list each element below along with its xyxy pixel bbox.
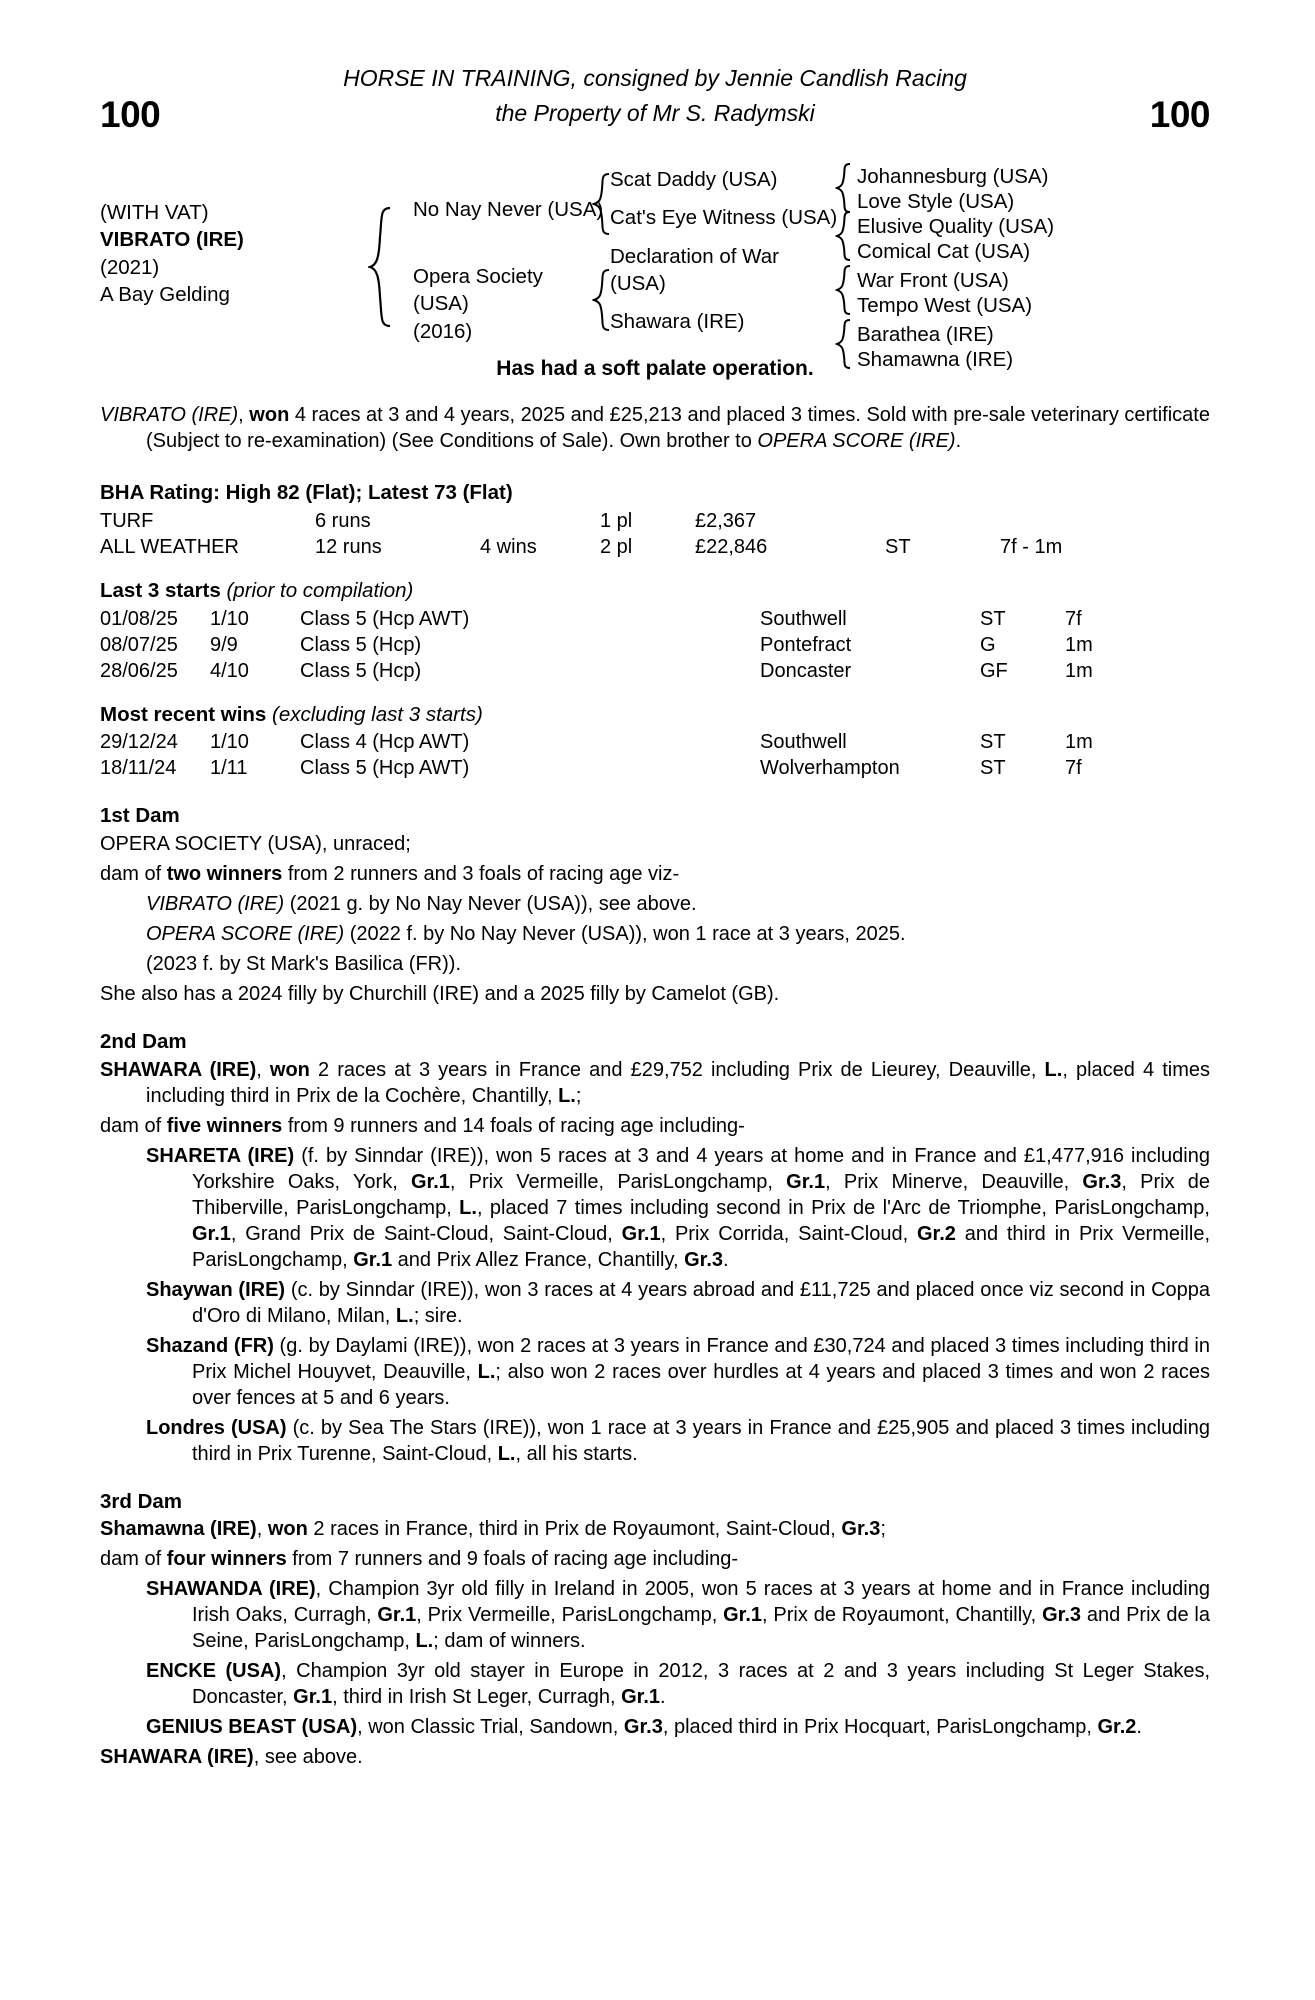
progeny-name: Shazand (FR)	[146, 1334, 274, 1357]
win-class: Class 4 (Hcp AWT)	[300, 731, 470, 754]
vat-note: (WITH VAT)	[100, 201, 209, 224]
last-3-starts-label: Last 3 starts	[100, 578, 221, 602]
summary-won-label: won	[249, 404, 290, 427]
stat-row-turf	[100, 508, 1210, 534]
start-position: 9/9	[210, 633, 238, 656]
veterinary-note: Has had a soft palate operation.	[496, 357, 814, 380]
progeny-name: SHAWARA (IRE)	[100, 1746, 254, 1769]
summary-comma: ,	[238, 404, 250, 427]
progeny-text: (c. by Sinndar (IRE)), won 3 races at 4 years abroad and £11,725 and placed once viz second in Coppa d'Oro di Milano, Milan, L.; sire.	[192, 1278, 1211, 1327]
start-distance: 7f	[1065, 607, 1082, 630]
stat-row-all-weather	[100, 534, 1210, 560]
consignor-line: HORSE IN TRAINING, consigned by Jennie Candlish Racing	[343, 65, 967, 91]
brace-gg1	[835, 163, 853, 213]
win-date: 18/11/24	[100, 757, 177, 780]
horse-year: (2021)	[100, 255, 160, 279]
offspring-text: (2021 g. by No Nay Never (USA)), see above.	[284, 892, 697, 915]
pedigree-subject	[100, 199, 320, 308]
listed-marker: L.	[1044, 1058, 1063, 1081]
start-distance: 1m	[1065, 659, 1093, 682]
start-position: 4/10	[210, 659, 249, 682]
progeny-text: , won Classic Trial, Sandown, Gr.3, placed third in Prix Hocquart, ParisLongchamp, Gr.2.	[357, 1716, 1142, 1739]
stat-wins: 4 wins	[480, 535, 537, 558]
second-dam-summary	[100, 1057, 1210, 1109]
win-position: 1/11	[210, 757, 248, 780]
dam-country: (USA)	[413, 292, 469, 316]
brace-gg2	[835, 211, 853, 261]
sire-dam-name: Cat's Eye Witness (USA)	[610, 206, 838, 229]
start-position: 1/10	[210, 607, 249, 630]
progeny-text: , Champion 3yr old filly in Ireland in 2005, won 5 races at 3 years at home and in France including Irish Oaks, Curragh, Gr.1, Prix Vermeille, ParisLongchamp, Gr.1, Prix de Royaumont, Chantilly, Gr.3 and Prix de la Seine, ParisLongchamp, L.; dam of winners.	[192, 1578, 1210, 1653]
second-dam-intro: 2 races at 3 years in France and £29,752 including Prix de Lieurey, Deauville,	[309, 1058, 1045, 1081]
brace-dam	[592, 269, 612, 331]
dam-sire-country: (USA)	[610, 272, 666, 296]
list-item	[100, 1658, 1210, 1710]
win-course: Southwell	[760, 731, 847, 754]
win-going: ST	[980, 757, 1006, 780]
consignor-heading	[100, 55, 1210, 131]
first-dam-line: OPERA SOCIETY (USA), unraced;	[100, 832, 411, 855]
start-date: 01/08/25	[100, 607, 178, 630]
list-item	[100, 951, 1210, 977]
offspring-name: VIBRATO (IRE)	[146, 892, 285, 915]
progeny-text: , Champion 3yr old stayer in Europe in 2012, 3 races at 2 and 3 years including St Leger Stakes, Doncaster, Gr.1, third in Irish St Leger, Curragh, Gr.1.	[192, 1660, 1211, 1709]
win-class: Class 5 (Hcp AWT)	[300, 757, 470, 780]
stat-label: ALL WEATHER	[100, 535, 239, 558]
start-class: Class 5 (Hcp)	[300, 659, 422, 682]
gg-7: Barathea (IRE)	[857, 323, 994, 346]
damof-count: two winners	[166, 862, 283, 885]
win-distance: 7f	[1065, 757, 1082, 780]
win-distance: 1m	[1065, 731, 1093, 754]
stat-earnings: £22,846	[695, 535, 768, 558]
win-course: Wolverhampton	[760, 757, 900, 780]
third-dam-won: won	[267, 1518, 308, 1541]
third-dam-heading: 3rd Dam	[100, 1489, 183, 1513]
gg-4: Comical Cat (USA)	[857, 240, 1031, 263]
bha-rating-title: BHA Rating: High 82 (Flat); Latest 73 (Flat)	[100, 481, 513, 505]
lot-number-left: 100	[100, 94, 161, 135]
gg-8: Shamawna (IRE)	[857, 348, 1014, 371]
third-dam-name: Shamawna (IRE)	[100, 1518, 257, 1541]
table-row	[100, 729, 1210, 755]
damof-pre: dam of	[100, 1548, 167, 1571]
brace-level1	[368, 207, 394, 327]
start-going: G	[980, 633, 996, 656]
third-dam-damof	[100, 1546, 1210, 1572]
third-dam-summary	[100, 1516, 1210, 1542]
sire-name: No Nay Never (USA)	[413, 198, 604, 221]
stat-places: 1 pl	[600, 509, 633, 532]
recent-wins-note: (excluding last 3 starts)	[266, 702, 483, 726]
stat-distance: 7f - 1m	[1000, 535, 1063, 558]
gg-3: Elusive Quality (USA)	[857, 215, 1055, 238]
start-going: GF	[980, 659, 1008, 682]
damof-pre: dam of	[100, 862, 167, 885]
summary-text2: .	[955, 430, 962, 453]
list-item	[100, 1714, 1210, 1740]
progeny-text: (c. by Sea The Stars (IRE)), won 1 race at 3 years in France and £25,905 and placed 3 times including third in Prix Turenne, Saint-Cloud, L., all his starts.	[192, 1416, 1210, 1465]
progeny-name: Shaywan (IRE)	[146, 1278, 286, 1301]
start-date: 08/07/25	[100, 633, 178, 656]
progeny-text: (g. by Daylami (IRE)), won 2 races at 3 years in France and £30,724 and placed 3 times including third in Prix Michel Houyvet, Deauville, L.; also won 2 races over hurdles at 4 years and placed 3 times and won 2 races over fences at 5 and 6 years.	[192, 1334, 1210, 1409]
recent-wins-title	[100, 702, 1210, 729]
horse-name: VIBRATO (IRE)	[100, 228, 244, 252]
progeny-name: SHARETA (IRE)	[146, 1144, 295, 1167]
progeny-text: (f. by Sinndar (IRE)), won 5 races at 3 and 4 years at home and in France and £1,477,916 including Yorkshire Oaks, York, Gr.1, Prix Vermeille, ParisLongchamp, Gr.1, Prix Minerve, Deauville, Gr.3, Prix de Thiberville, ParisLongchamp, L., placed 7 times including second in Prix de l'Arc de Triomphe, ParisLongchamp, Gr.1, Grand Prix de Saint-Cloud, Saint-Cloud, Gr.1, Prix Corrida, Saint-Cloud, Gr.2 and third in Prix Vermeille, ParisLongchamp, Gr.1 and Prix Allez France, Chantilly, Gr.3.	[192, 1144, 1210, 1271]
start-distance: 1m	[1065, 633, 1093, 656]
win-date: 29/12/24	[100, 731, 178, 754]
table-row	[100, 658, 1210, 684]
start-class: Class 5 (Hcp AWT)	[300, 607, 470, 630]
brace-gg4	[835, 319, 853, 369]
second-dam-intro2: , placed 4 times including third in Prix de la Cochère, Chantilly,	[146, 1058, 1210, 1107]
second-dam-heading: 2nd Dam	[100, 1029, 187, 1053]
win-position: 1/10	[210, 731, 249, 754]
offspring-text: (2022 f. by No Nay Never (USA)), won 1 race at 3 years, 2025.	[344, 922, 906, 945]
start-course: Southwell	[760, 607, 847, 630]
summary-horse-name: VIBRATO (IRE)	[100, 404, 239, 427]
sire-sire-name: Scat Daddy (USA)	[610, 168, 778, 191]
dam-sire-name: Declaration of War	[610, 245, 779, 268]
first-dam-heading: 1st Dam	[100, 804, 180, 828]
win-going: ST	[980, 731, 1006, 754]
listed-marker: L.	[558, 1084, 576, 1107]
gg-5: War Front (USA)	[857, 269, 1009, 292]
table-row	[100, 755, 1210, 781]
first-dam-damof	[100, 861, 1210, 887]
stat-runs: 12 runs	[315, 535, 382, 558]
list-item	[100, 1576, 1210, 1654]
second-dam-name: SHAWARA (IRE)	[100, 1058, 257, 1081]
last-3-starts-note: (prior to compilation)	[220, 578, 414, 602]
second-dam-won: won	[269, 1058, 310, 1081]
stat-label: TURF	[100, 509, 154, 532]
damof-pre: dam of	[100, 1114, 167, 1137]
damof-post: from 9 runners and 14 foals of racing age including-	[282, 1114, 745, 1137]
list-item	[100, 1333, 1210, 1411]
second-dam-intro3: ;	[575, 1084, 582, 1107]
damof-post: from 7 runners and 9 foals of racing age including-	[286, 1548, 739, 1571]
start-course: Pontefract	[760, 633, 852, 656]
dam-sire-block	[610, 243, 779, 298]
list-item	[100, 921, 1210, 947]
dam-dam-name: Shawara (IRE)	[610, 310, 745, 333]
dam-year: (2016)	[413, 319, 473, 343]
third-dam-sep: ,	[256, 1518, 268, 1541]
list-item	[100, 1415, 1210, 1467]
list-item	[100, 891, 1210, 917]
gg-6: Tempo West (USA)	[857, 294, 1033, 317]
damof-count: four winners	[166, 1548, 287, 1571]
summary-paragraph	[100, 402, 1210, 454]
progeny-name: ENCKE (USA)	[146, 1660, 282, 1683]
gg-2: Love Style (USA)	[857, 190, 1015, 213]
second-dam-damof	[100, 1113, 1210, 1139]
gg-1: Johannesburg (USA)	[857, 165, 1049, 188]
recent-wins-label: Most recent wins	[100, 702, 267, 726]
first-dam-closing: She also has a 2024 filly by Churchill (IRE) and a 2025 filly by Camelot (GB).	[100, 982, 780, 1005]
stat-earnings: £2,367	[695, 509, 757, 532]
list-item	[100, 1277, 1210, 1329]
offspring-name: OPERA SCORE (IRE)	[146, 922, 345, 945]
list-item	[100, 1143, 1210, 1273]
summary-relative: OPERA SCORE (IRE)	[757, 430, 956, 453]
horse-description: A Bay Gelding	[100, 282, 230, 306]
second-dam-sep: ,	[256, 1058, 270, 1081]
offspring-text: (2023 f. by St Mark's Basilica (FR)).	[146, 952, 461, 975]
last-3-starts-title	[100, 578, 1210, 605]
start-going: ST	[980, 607, 1006, 630]
dam-name: Opera Society	[413, 265, 543, 288]
progeny-name: GENIUS BEAST (USA)	[146, 1716, 358, 1739]
property-line: the Property of Mr S. Radymski	[495, 99, 815, 126]
brace-gg3	[835, 265, 853, 315]
damof-post: from 2 runners and 3 foals of racing age viz-	[282, 862, 680, 885]
third-dam-intro: 2 races in France, third in Prix de Royaumont, Saint-Cloud, Gr.3;	[307, 1518, 886, 1541]
progeny-name: Londres (USA)	[146, 1416, 287, 1439]
progeny-text: , see above.	[253, 1746, 363, 1769]
page-header	[100, 55, 1210, 147]
table-row	[100, 606, 1210, 632]
list-item	[100, 1744, 1210, 1770]
table-row	[100, 632, 1210, 658]
stat-runs: 6 runs	[315, 509, 371, 532]
start-course: Doncaster	[760, 659, 852, 682]
dam-block	[413, 263, 543, 345]
lot-number-right: 100	[1149, 94, 1210, 135]
brace-sire	[592, 173, 612, 235]
stat-places: 2 pl	[600, 535, 633, 558]
stat-going: ST	[885, 535, 911, 558]
summary-text1: 4 races at 3 and 4 years, 2025 and £25,213 and placed 3 times. Sold with pre-sale veterinary certificate (Subject to re-examination) (See Conditions of Sale). Own brother to	[146, 404, 1210, 453]
start-date: 28/06/25	[100, 659, 178, 682]
damof-count: five winners	[166, 1114, 283, 1137]
start-class: Class 5 (Hcp)	[300, 633, 422, 656]
progeny-name: SHAWANDA (IRE)	[146, 1578, 316, 1601]
